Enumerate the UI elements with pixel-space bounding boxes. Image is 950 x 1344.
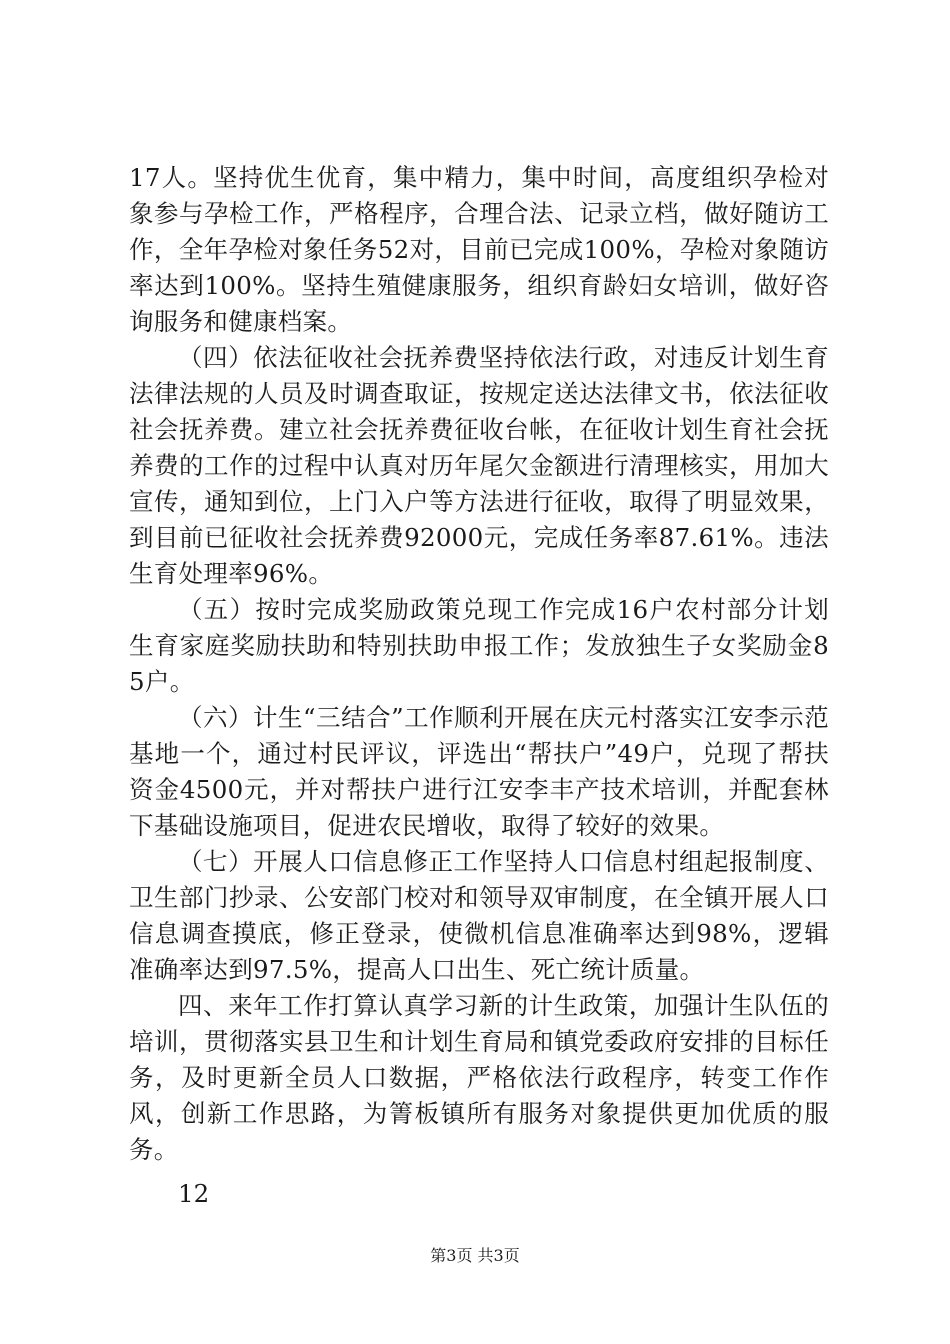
- paragraph-reward-policy: （五）按时完成奖励政策兑现工作完成16户农村部分计划生育家庭奖励扶助和特别扶助申报工作；发放独生子女奖励金85户。: [129, 595, 829, 696]
- paragraph-social-fee: （四）依法征收社会抚养费坚持依法行政，对违反计划生育法律法规的人员及时调查取证，按规定送达法律文书，依法征收社会抚养费。建立社会抚养费征收台帐，在征收计划生育社会抚养费的工作的过程中认真对历年尾欠金额进行清理核实，用加大宣传，通知到位，上门入户等方法进行征收，取得了明显效果，到目前已征收社会抚养费92000元，完成任务率87.61%。违法生育处理率96%。: [129, 343, 829, 588]
- paragraph-continuation: 17人。坚持优生优育，集中精力，集中时间，高度组织孕检对象参与孕检工作，严格程序，合理合法、记录立档，做好随访工作，全年孕检对象任务52对，目前已完成100%，孕检对象随访率达到100%。坚持生殖健康服务，组织育龄妇女培训，做好咨询服务和健康档案。: [129, 163, 829, 336]
- paragraph-population-info: （七）开展人口信息修正工作坚持人口信息村组起报制度、卫生部门抄录、公安部门校对和领导双审制度，在全镇开展人口信息调查摸底，修正登录，使微机信息准确率达到98%，逻辑准确率达到97.5%，提高人口出生、死亡统计质量。: [129, 847, 829, 984]
- document-body: [129, 160, 829, 1212]
- inline-number: 12: [178, 1179, 210, 1208]
- paragraph-next-year-plan: 四、来年工作打算认真学习新的计生政策，加强计生队伍的培训，贯彻落实县卫生和计划生育局和镇党委政府安排的目标任务，及时更新全员人口数据，严格依法行政程序，转变工作作风，创新工作思路，为箐板镇所有服务对象提供更加优质的服务。: [129, 991, 829, 1164]
- paragraph-three-combination: （六）计生“三结合”工作顺利开展在庆元村落实江安李示范基地一个，通过村民评议，评选出“帮扶户”49户，兑现了帮扶资金4500元，并对帮扶户进行江安李丰产技术培训，并配套林下基础设施项目，促进农民增收，取得了较好的效果。: [129, 703, 829, 840]
- page-footer: 第3页 共3页: [430, 1246, 520, 1265]
